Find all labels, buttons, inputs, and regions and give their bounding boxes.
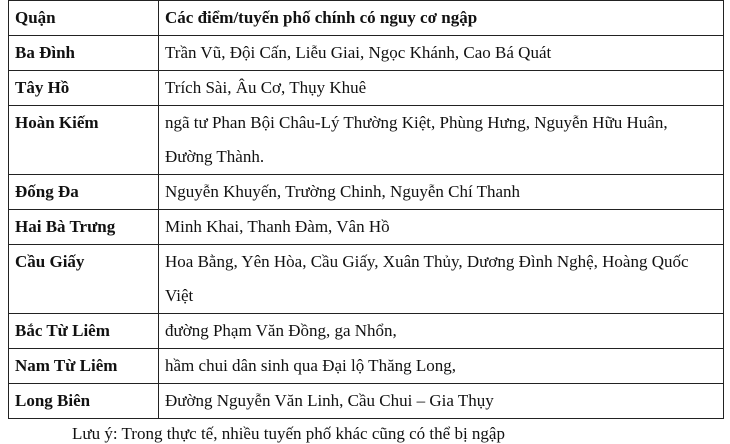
table-row <box>9 384 724 419</box>
streets-cell: Đường Nguyễn Văn Linh, Cầu Chui – Gia Thụy <box>159 384 724 419</box>
district-cell: Hoàn Kiếm <box>9 106 159 175</box>
streets-cell: Trích Sài, Âu Cơ, Thụy Khuê <box>159 71 724 106</box>
district-cell: Bắc Từ Liêm <box>9 314 159 349</box>
table-row <box>9 106 724 175</box>
streets-cell: hầm chui dân sinh qua Đại lộ Thăng Long, <box>159 349 724 384</box>
flood-risk-table-container <box>8 0 723 419</box>
table-row <box>9 245 724 314</box>
district-cell: Tây Hồ <box>9 71 159 106</box>
streets-cell: Minh Khai, Thanh Đàm, Vân Hồ <box>159 210 724 245</box>
table-row <box>9 36 724 71</box>
district-cell: Cầu Giấy <box>9 245 159 314</box>
table-row <box>9 314 724 349</box>
flood-risk-table <box>8 0 724 419</box>
streets-cell: Nguyễn Khuyến, Trường Chinh, Nguyễn Chí Thanh <box>159 175 724 210</box>
streets-cell: Hoa Bằng, Yên Hòa, Cầu Giấy, Xuân Thủy, Dương Đình Nghệ, Hoàng Quốc Việt <box>159 245 724 314</box>
table-row <box>9 71 724 106</box>
table-row <box>9 349 724 384</box>
table-header-row <box>9 1 724 36</box>
district-cell: Hai Bà Trưng <box>9 210 159 245</box>
district-cell: Nam Từ Liêm <box>9 349 159 384</box>
header-district: Quận <box>9 1 159 36</box>
district-cell: Long Biên <box>9 384 159 419</box>
table-row <box>9 175 724 210</box>
district-cell: Đống Đa <box>9 175 159 210</box>
district-cell: Ba Đình <box>9 36 159 71</box>
footnote-text: Lưu ý: Trong thực tế, nhiều tuyến phố khác cũng có thể bị ngập <box>72 424 505 443</box>
streets-cell: đường Phạm Văn Đồng, ga Nhổn, <box>159 314 724 349</box>
streets-cell: ngã tư Phan Bội Châu-Lý Thường Kiệt, Phùng Hưng, Nguyễn Hữu Huân, Đường Thành. <box>159 106 724 175</box>
table-row <box>9 210 724 245</box>
streets-cell: Trần Vũ, Đội Cấn, Liễu Giai, Ngọc Khánh, Cao Bá Quát <box>159 36 724 71</box>
header-streets: Các điểm/tuyến phố chính có nguy cơ ngập <box>159 1 724 36</box>
